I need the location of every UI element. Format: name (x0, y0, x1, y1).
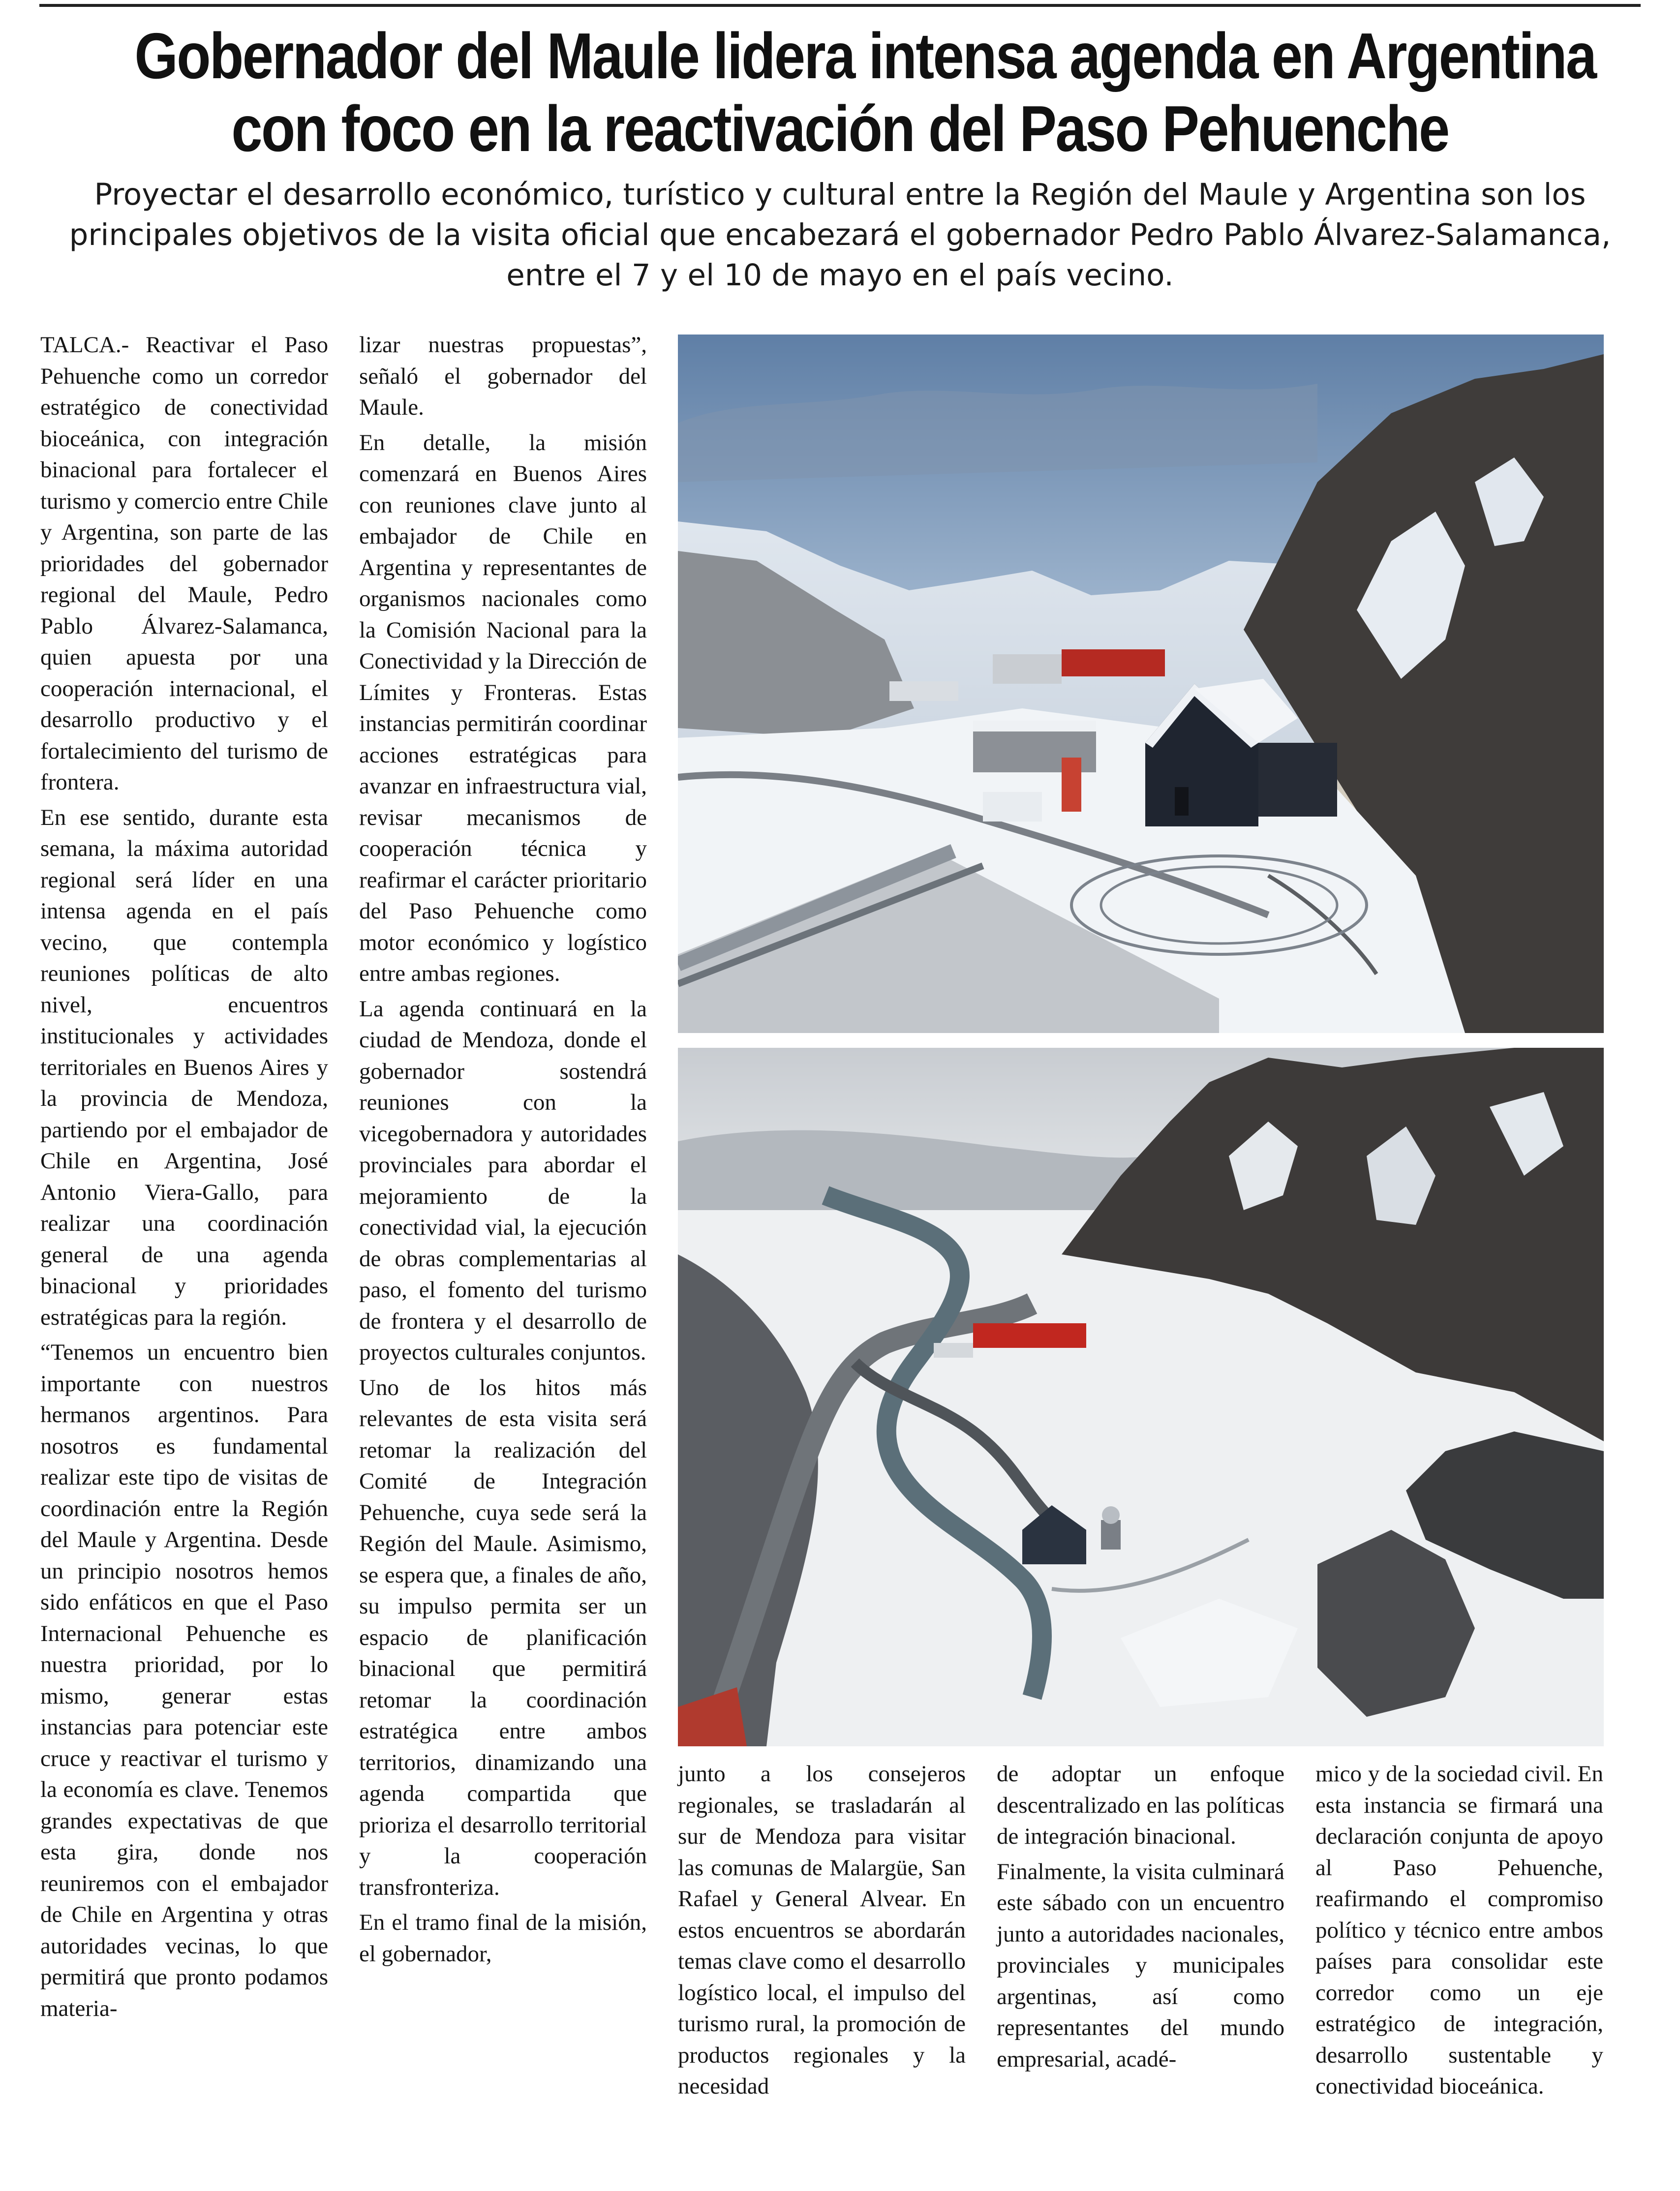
article-column-4 (997, 1759, 1284, 2079)
paragraph: de adoptar un enfoque descentralizado en las políticas de integración binacional. (997, 1761, 1284, 1849)
article-column-1 (40, 330, 328, 2028)
paragraph: mico y de la sociedad civil. En esta instancia se firmará una declaración conjunta de apoyo al Paso Pehuenche, reafirmando el compromiso político y técnico entre ambos países para consolidar este corredor como un eje estratégico de integración, desarrollo sustentable y conectividad bioceánica. (1315, 1761, 1603, 2099)
article-column-3 (678, 1759, 966, 2106)
paragraph: “Tenemos un encuentro bien importante con nuestros hermanos argentinos. Para nosotros es fundamental realizar este tipo de visitas de coordinación entre la Región del Maule y Argentina. Desde un principio nosotros hemos sido enfáticos en que el Paso Internacional Pehuenche es nuestra prioridad, por lo mismo, generar estas instancias para potenciar este cruce y reactivar el turismo y la economía es clave. Tenemos grandes expectativas de que esta gira, donde nos reuniremos con el embajador de Chile en Argentina y otras autoridades vecinas, lo que permitirá que pronto podamos materia- (40, 1339, 328, 2021)
paragraph: junto a los consejeros regionales, se trasladarán al sur de Mendoza para visitar las comunas de Malargüe, San Rafael y General Alvear. En estos encuentros se abordarán temas clave como el desarrollo logístico local, el impulso del turismo rural, la promoción de productos regionales y la necesidad (678, 1761, 966, 2099)
photo-aerial-valley-road (678, 1048, 1604, 1746)
top-rule (39, 4, 1641, 7)
paragraph: TALCA.- Reactivar el Paso Pehuenche como un corredor estratégico de conectividad bioceánica, con integración binacional para fortalecer el turismo y comercio entre Chile y Argentina, son parte de las prioridades del gobernador regional del Maule, Pedro Pablo Álvarez-Salamanca, quien apuesta por una cooperación internacional, el desarrollo productivo y el fortalecimiento del turismo de frontera. (40, 332, 328, 795)
paragraph: Finalmente, la visita culminará este sábado con un encuentro junto a autoridades nacionales, provinciales y municipales argentinas, así como representantes del mundo empresarial, acadé- (997, 1858, 1284, 2072)
headline-line-1: Gobernador del Maule lidera intensa agenda en Argentina (134, 20, 1596, 92)
article-column-5 (1315, 1759, 1603, 2106)
article-column-2 (359, 330, 647, 1974)
headline-line-2: con foco en la reactivación del Paso Pehuenche (231, 92, 1449, 165)
photo-pehuenche-border-station (678, 335, 1604, 1033)
deck-line-3: entre el 7 y el 10 de mayo en el país vecino. (506, 258, 1174, 293)
deck-subtitle (30, 175, 1650, 296)
paragraph: En el tramo final de la misión, el gobernador, (359, 1910, 647, 1967)
headline (134, 20, 1596, 165)
paragraph: La agenda continuará en la ciudad de Mendoza, donde el gobernador sostendrá reuniones con la vicegobernadora y autoridades provinciales para abordar el mejoramiento de la conectividad vial, la ejecución de obras complementarias al paso, el fomento del turismo de frontera y el desarrollo de proyectos culturales conjuntos. (359, 996, 647, 1365)
paragraph: En detalle, la misión comenzará en Buenos Aires con reuniones clave junto al embajador de Chile en Argentina y representantes de organismos nacionales como la Comisión Nacional para la Conectividad y la Dirección de Límites y Fronteras. Estas instancias permitirán coordinar acciones estratégicas para avanzar en infraestructura vial, revisar mecanismos de cooperación técnica y reafirmar el carácter prioritario del Paso Pehuenche como motor económico y logístico entre ambas regiones. (359, 429, 647, 986)
deck-line-2: principales objetivos de la visita oficial que encabezará el gobernador Pedro Pablo Álvarez-Salamanca, (69, 217, 1611, 252)
paragraph: En ese sentido, durante esta semana, la máxima autoridad regional será líder en una intensa agenda en el país vecino, que contempla reuniones políticas de alto nivel, encuentros institucionales y actividades territoriales en Buenos Aires y la provincia de Mendoza, partiendo por el embajador de Chile en Argentina, José Antonio Viera-Gallo, para realizar una coordinación general de una agenda binacional y prioridades estratégicas para la región. (40, 804, 328, 1330)
paragraph: lizar nuestras propuestas”, señaló el gobernador del Maule. (359, 332, 647, 420)
paragraph: Uno de los hitos más relevantes de esta visita será retomar la realización del Comité de Integración Pehuenche, cuya sede será la Región del Maule. Asimismo, se espera que, a finales de año, su impulso permita ser un espacio de planificación binacional que permitirá retomar la coordinación estratégica entre ambos territorios, dinamizando una agenda compartida que prioriza el desarrollo territorial y la cooperación transfronteriza. (359, 1374, 647, 1900)
deck-line-1: Proyectar el desarrollo económico, turístico y cultural entre la Región del Maule y Argentina son los (94, 177, 1586, 212)
